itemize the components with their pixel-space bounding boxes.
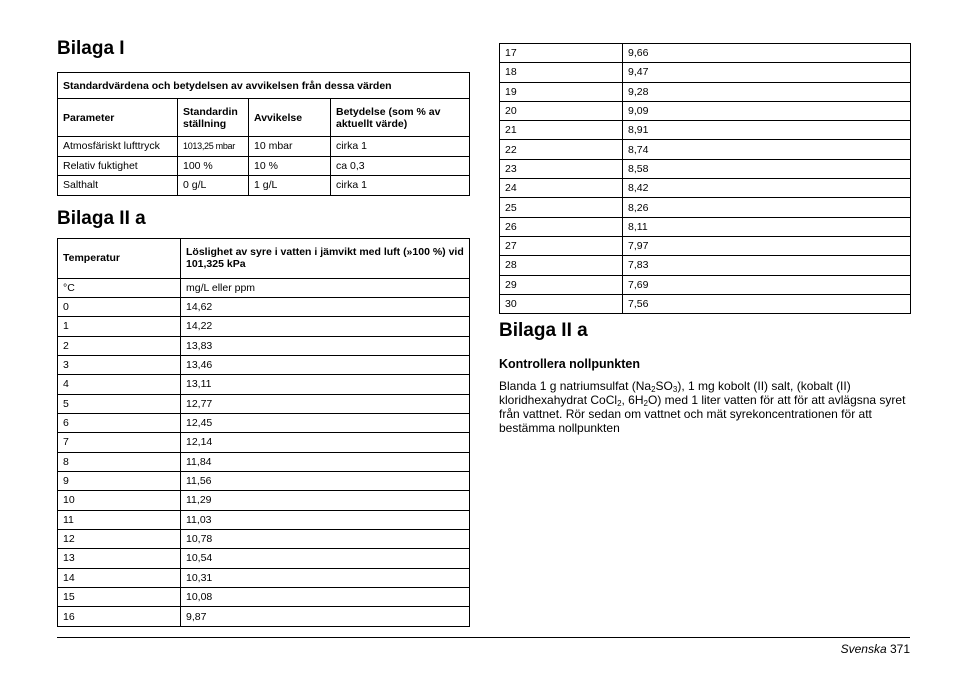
table-row xyxy=(58,413,470,432)
table-row xyxy=(58,394,470,413)
table-cell: 100 % xyxy=(178,156,249,176)
subscript: 2 xyxy=(651,385,656,395)
temperature-cell: 27 xyxy=(500,236,623,255)
temperature-cell: 2 xyxy=(58,336,181,355)
standard-values-table xyxy=(57,72,470,196)
solubility-cell: 10,78 xyxy=(181,529,470,548)
table-cell: Relativ fuktighet xyxy=(58,156,178,176)
solubility-cell: 8,91 xyxy=(623,121,911,140)
solubility-cell: 13,11 xyxy=(181,375,470,394)
temperature-cell: 15 xyxy=(58,588,181,607)
page-footer xyxy=(841,642,910,656)
table-row xyxy=(58,375,470,394)
bilaga-2a-heading-second: Bilaga II a xyxy=(499,320,588,342)
solubility-cell: 8,58 xyxy=(623,159,911,178)
table-row xyxy=(58,433,470,452)
column-header: Standardin ställning xyxy=(178,99,249,137)
solubility-cell: 12,14 xyxy=(181,433,470,452)
temperature-cell: 7 xyxy=(58,433,181,452)
solubility-cell: 12,45 xyxy=(181,413,470,432)
solubility-cell: 11,03 xyxy=(181,510,470,529)
column-header: Betydelse (som % av aktuellt värde) xyxy=(331,99,470,137)
page-number: 371 xyxy=(889,642,910,656)
table-row xyxy=(58,355,470,374)
table-row xyxy=(58,176,470,196)
table-cell: 10 % xyxy=(249,156,331,176)
temperature-cell: 29 xyxy=(500,275,623,294)
solubility-cell: 7,56 xyxy=(623,294,911,313)
temperature-cell: 9 xyxy=(58,471,181,490)
text-run: O) med 1 liter vatten för att för att avlägsna syret från vattnet. Rör sedan om vattnet och mät syrekoncentrationen för att bestämma nollpunkten xyxy=(499,393,906,436)
bilaga-2a-heading: Bilaga II a xyxy=(57,207,146,229)
table-row xyxy=(58,156,470,176)
solubility-cell: 10,08 xyxy=(181,588,470,607)
solubility-cell: 9,66 xyxy=(623,44,911,63)
table-row xyxy=(58,529,470,548)
temperature-cell: 18 xyxy=(500,63,623,82)
temperature-cell: 3 xyxy=(58,355,181,374)
solubility-cell: 14,62 xyxy=(181,297,470,316)
solubility-cell: 11,29 xyxy=(181,491,470,510)
table-row xyxy=(58,491,470,510)
text-run: , 6H xyxy=(621,393,644,408)
table-cell: ca 0,3 xyxy=(331,156,470,176)
text-run: ), 1 mg kobolt (II) salt, (kobalt (II) kloridhexahydrat CoCl xyxy=(499,379,851,408)
solubility-cell: 10,54 xyxy=(181,549,470,568)
temperature-cell: 25 xyxy=(500,198,623,217)
solubility-cell: 8,74 xyxy=(623,140,911,159)
oxygen-solubility-table-body xyxy=(58,238,470,626)
unit-cell: mg/L eller ppm xyxy=(181,278,470,297)
table-row xyxy=(500,82,911,101)
zero-point-paragraph xyxy=(499,379,910,435)
temperature-cell: 1 xyxy=(58,317,181,336)
temperature-cell: 30 xyxy=(500,294,623,313)
column-header: Löslighet av syre i vatten i jämvikt med luft (»100 %) vid 101,325 kPa xyxy=(181,238,470,278)
solubility-cell: 14,22 xyxy=(181,317,470,336)
table-row xyxy=(500,217,911,236)
table-row xyxy=(500,63,911,82)
units-row xyxy=(58,278,470,297)
table-row xyxy=(500,198,911,217)
table-cell: 1 g/L xyxy=(249,176,331,196)
subscript: 2 xyxy=(617,399,622,409)
temperature-cell: 12 xyxy=(58,529,181,548)
table-cell: cirka 1 xyxy=(331,137,470,157)
temperature-cell: 23 xyxy=(500,159,623,178)
table-cell: Salthalt xyxy=(58,176,178,196)
solubility-cell: 11,84 xyxy=(181,452,470,471)
table-cell: Atmosfäriskt lufttryck xyxy=(58,137,178,157)
table-row xyxy=(58,317,470,336)
temperature-cell: 21 xyxy=(500,121,623,140)
table-row xyxy=(58,137,470,157)
table-row xyxy=(500,159,911,178)
table-row xyxy=(500,101,911,120)
temperature-cell: 16 xyxy=(58,607,181,626)
footer-language: Svenska xyxy=(840,642,887,656)
table-cell: 10 mbar xyxy=(249,137,331,157)
table-row xyxy=(58,452,470,471)
temperature-cell: 20 xyxy=(500,101,623,120)
unit-cell: °C xyxy=(58,278,181,297)
table-row xyxy=(500,236,911,255)
table-row xyxy=(500,179,911,198)
table-cell: 0 g/L xyxy=(178,176,249,196)
footer-divider xyxy=(57,637,910,638)
temperature-cell: 10 xyxy=(58,491,181,510)
subscript: 2 xyxy=(643,399,648,409)
table-title: Standardvärdena och betydelsen av avvikelsen från dessa värden xyxy=(58,73,470,99)
temperature-cell: 19 xyxy=(500,82,623,101)
temperature-cell: 11 xyxy=(58,510,181,529)
solubility-cell: 9,47 xyxy=(623,63,911,82)
solubility-cell: 7,97 xyxy=(623,236,911,255)
column-header: Avvikelse xyxy=(249,99,331,137)
zero-point-subheading: Kontrollera nollpunkten xyxy=(499,357,640,372)
temperature-cell: 8 xyxy=(58,452,181,471)
solubility-cell: 9,87 xyxy=(181,607,470,626)
table-row xyxy=(500,44,911,63)
temperature-cell: 22 xyxy=(500,140,623,159)
text-run: SO xyxy=(655,379,673,394)
table-cell: cirka 1 xyxy=(331,176,470,196)
oxygen-solubility-table-continued xyxy=(499,43,911,314)
table-row xyxy=(58,568,470,587)
temperature-cell: 14 xyxy=(58,568,181,587)
table-row xyxy=(58,510,470,529)
table-row xyxy=(58,471,470,490)
solubility-cell: 13,83 xyxy=(181,336,470,355)
solubility-cell: 7,83 xyxy=(623,256,911,275)
temperature-cell: 17 xyxy=(500,44,623,63)
table-row xyxy=(58,607,470,626)
table-row xyxy=(500,294,911,313)
left-column xyxy=(57,38,469,627)
temperature-cell: 13 xyxy=(58,549,181,568)
solubility-cell: 12,77 xyxy=(181,394,470,413)
column-header: Temperatur xyxy=(58,238,181,278)
subscript: 3 xyxy=(672,385,678,395)
temperature-cell: 28 xyxy=(500,256,623,275)
solubility-cell: 8,11 xyxy=(623,217,911,236)
table-row xyxy=(58,549,470,568)
text-run: Blanda 1 g natriumsulfat (Na xyxy=(499,379,652,394)
bilaga-1-heading: Bilaga I xyxy=(57,38,125,59)
oxygen-solubility-table xyxy=(57,238,470,627)
temperature-cell: 5 xyxy=(58,394,181,413)
solubility-cell: 8,42 xyxy=(623,179,911,198)
solubility-cell: 11,56 xyxy=(181,471,470,490)
temperature-cell: 6 xyxy=(58,413,181,432)
solubility-cell: 13,46 xyxy=(181,355,470,374)
solubility-cell: 9,28 xyxy=(623,82,911,101)
table-cell: 1013,25 mbar xyxy=(178,137,249,157)
solubility-cell: 8,26 xyxy=(623,198,911,217)
solubility-cell: 9,09 xyxy=(623,101,911,120)
column-header: Parameter xyxy=(58,99,178,137)
temperature-cell: 26 xyxy=(500,217,623,236)
table-row xyxy=(58,588,470,607)
temperature-cell: 4 xyxy=(58,375,181,394)
table-row xyxy=(58,297,470,316)
solubility-cell: 10,31 xyxy=(181,568,470,587)
table-row xyxy=(500,140,911,159)
temperature-cell: 0 xyxy=(58,297,181,316)
table-row xyxy=(500,256,911,275)
right-column xyxy=(499,43,910,435)
table-row xyxy=(500,275,911,294)
solubility-cell: 7,69 xyxy=(623,275,911,294)
oxygen-solubility-table-continued-body xyxy=(500,44,911,314)
temperature-cell: 24 xyxy=(500,179,623,198)
table-row xyxy=(500,121,911,140)
table-row xyxy=(58,336,470,355)
